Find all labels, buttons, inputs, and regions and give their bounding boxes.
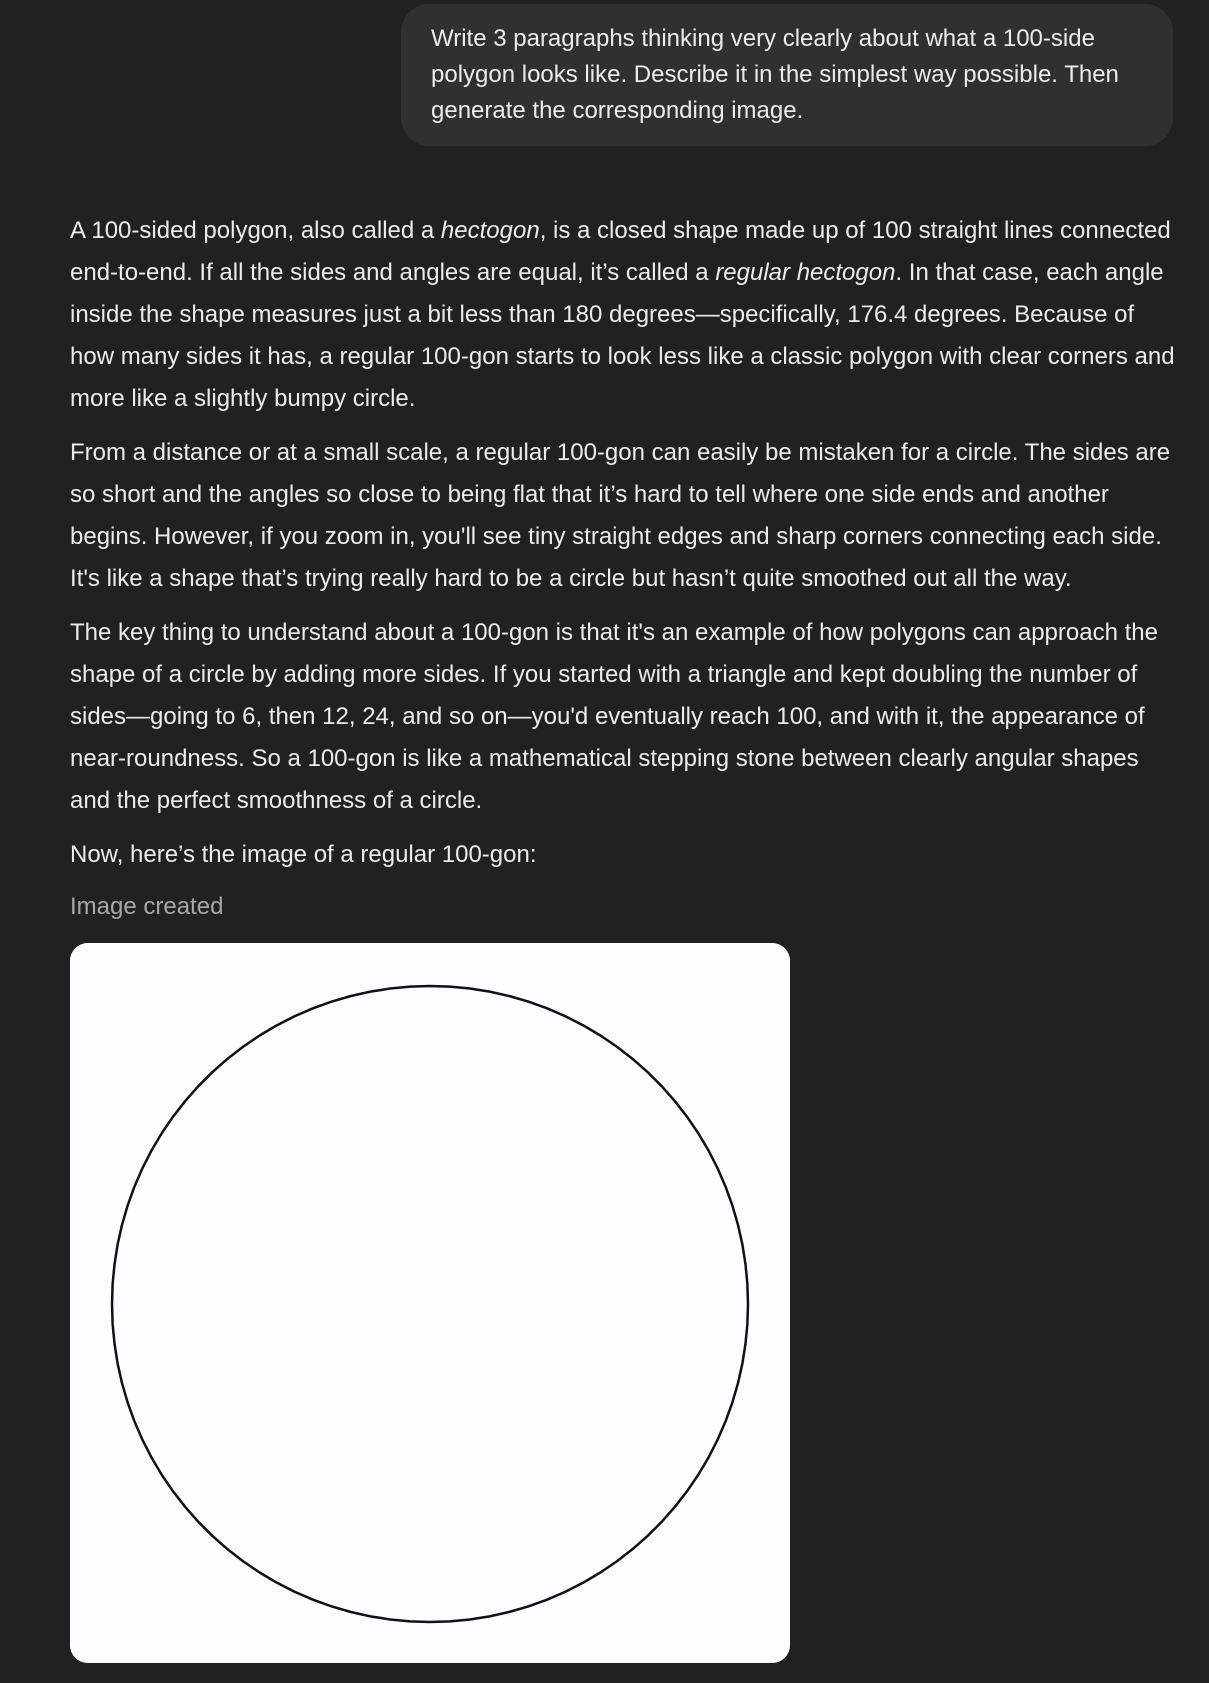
term-hectogon: hectogon <box>440 217 540 244</box>
polygon-canvas <box>70 943 790 1663</box>
assistant-paragraph-3: The key thing to understand about a 100-gon is that it's an example of how polygons can approach the shape of a circle by adding more sides. If you started with a triangle and kept doubling the number of sides—going to 6, then 12, 24, and so on—you'd eventually reach 100, and with it, the appearance of near-roundness. So a 100-gon is like a mathematical stepping stone between clearly angular shapes and the perfect smoothness of a circle. <box>70 619 1158 814</box>
assistant-message <box>70 210 1180 940</box>
paragraph-1-text-b: , is a closed shape made up of 100 straight lines connected end-to-end. If all the sides and angles are equal, it’s called a <box>70 217 1171 286</box>
image-background <box>70 943 790 1663</box>
assistant-paragraph-2: From a distance or at a small scale, a regular 100-gon can easily be mistaken for a circle. The sides are so short and the angles so close to being flat that it’s hard to tell where one side ends and another begins. However, if you zoom in, you'll see tiny straight edges and sharp corners connecting each side. It's like a shape that’s trying really hard to be a circle but hasn’t quite smoothed out all the way. <box>70 439 1171 592</box>
assistant-paragraph-1 <box>70 210 1180 420</box>
image-created-label: Image created <box>70 893 224 920</box>
paragraph-1-text-a: A 100-sided polygon, also called a <box>70 217 441 244</box>
image-intro-text: Now, here’s the image of a regular 100-gon: <box>70 841 537 868</box>
term-regular-hectogon: regular hectogon <box>715 259 896 286</box>
user-message-bubble <box>401 4 1173 146</box>
user-message-text: Write 3 paragraphs thinking very clearly about what a 100-side polygon looks like. Describe it in the simplest way possible. Then generate the corresponding image. <box>431 25 1119 124</box>
generated-image[interactable] <box>70 943 790 1663</box>
paragraph-1-text-c: . In that case, each angle inside the shape measures just a bit less than 180 degrees—specifically, 176.4 degrees. Because of how many sides it has, a regular 100-gon starts to look less like a classic polygon with clear corners and more like a slightly bumpy circle. <box>70 259 1175 412</box>
